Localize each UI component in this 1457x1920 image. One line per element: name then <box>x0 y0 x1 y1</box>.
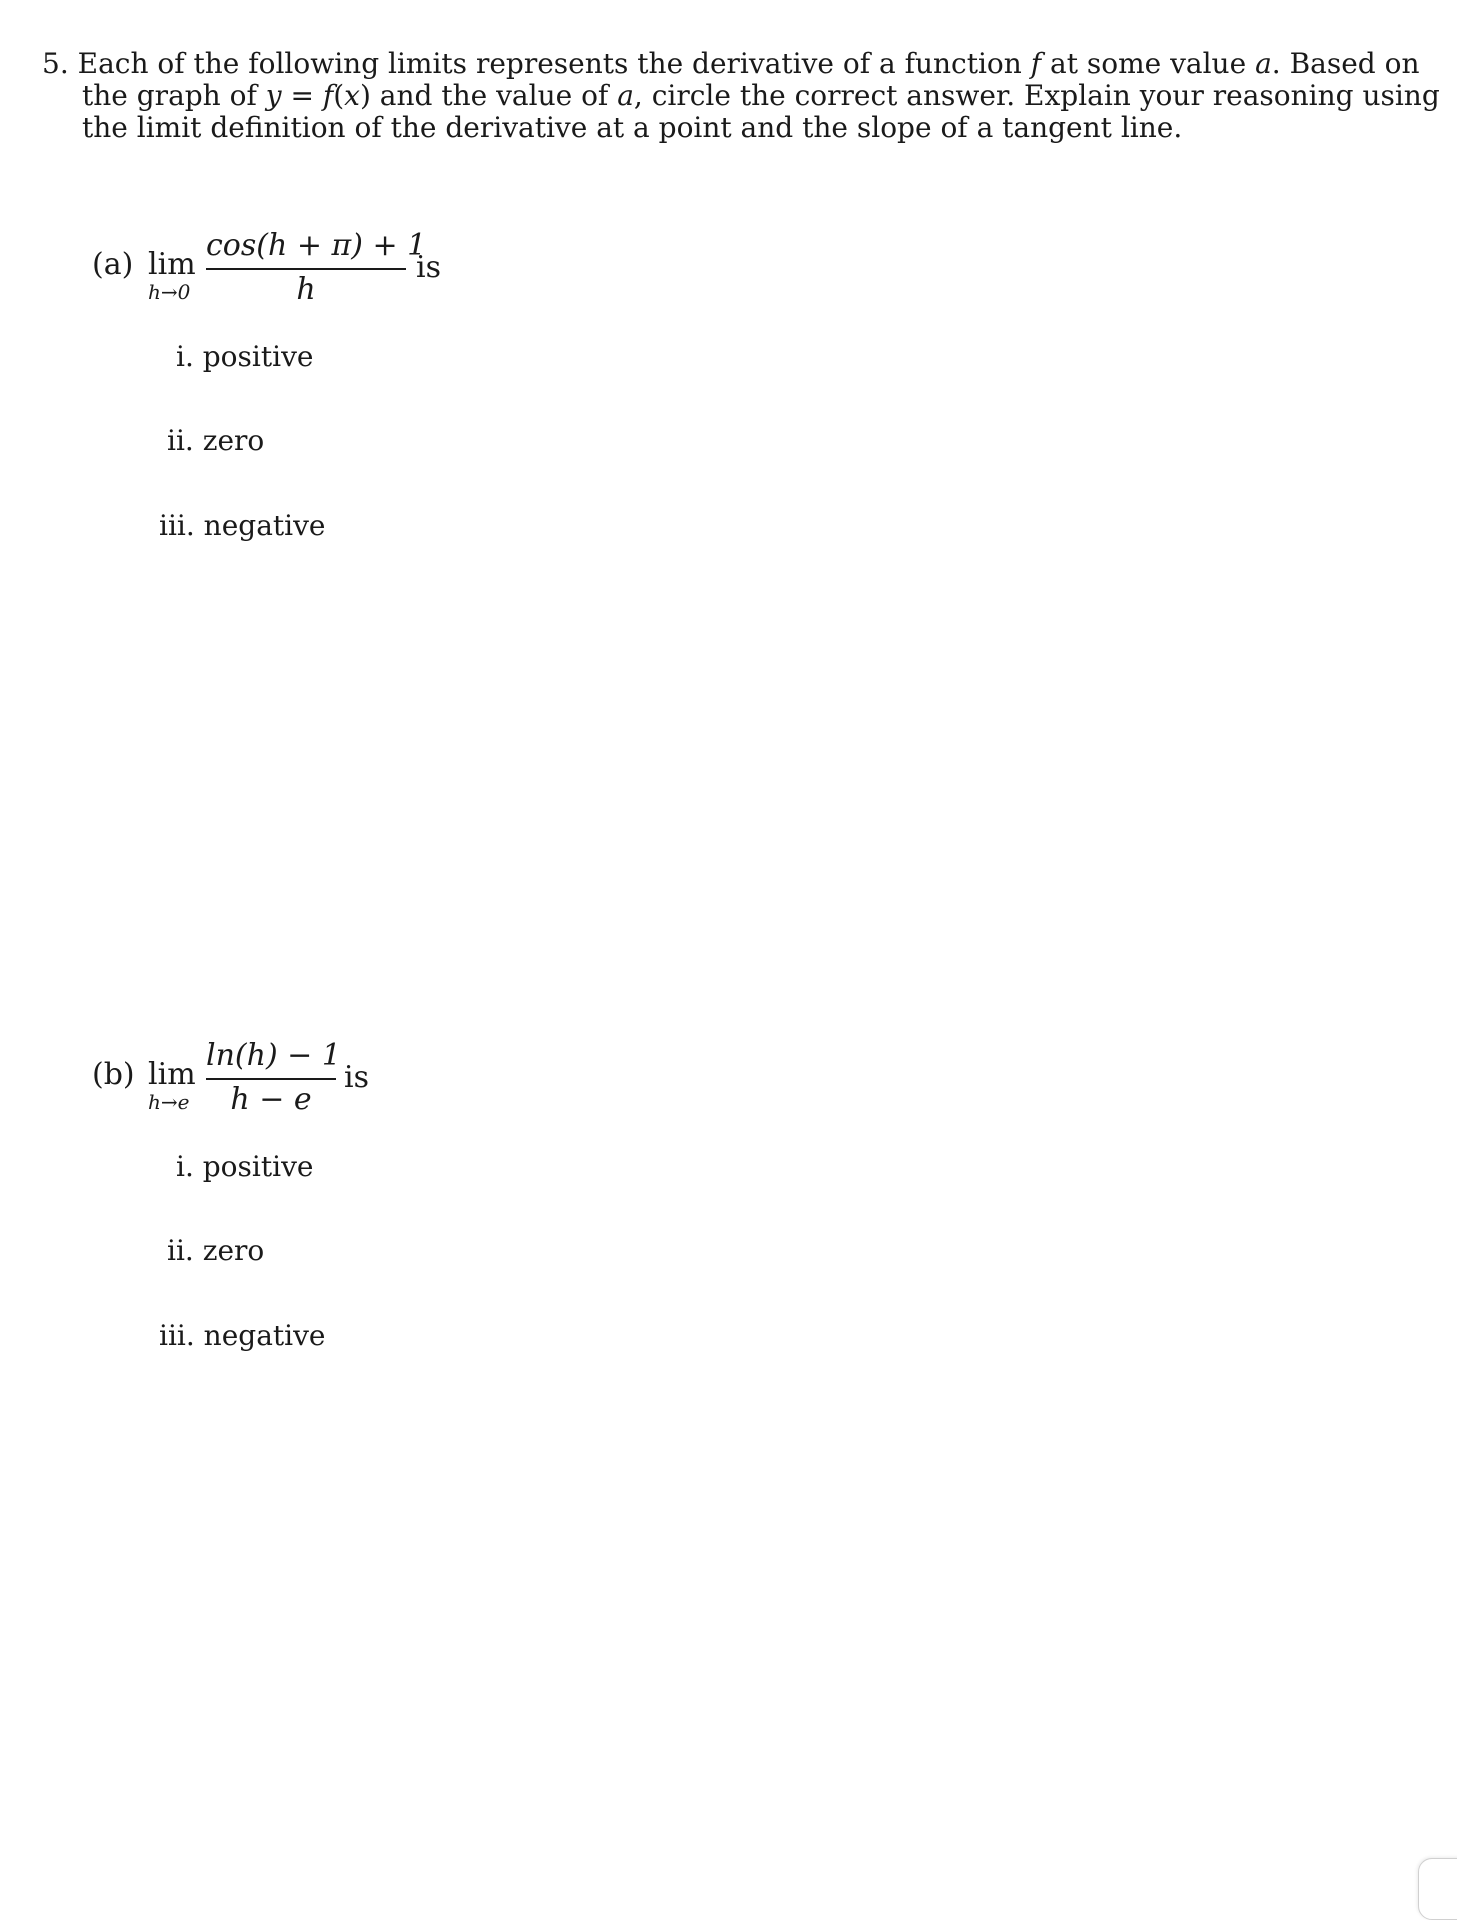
part-b-lim: lim <box>148 1057 196 1092</box>
math-var: a <box>1255 47 1272 80</box>
part-b-fraction-bar <box>206 1078 336 1080</box>
part-a-choice-positive[interactable]: i. positive <box>176 340 314 373</box>
part-a-label: (a) <box>92 247 134 282</box>
math-var: x <box>344 79 360 112</box>
problem-text: the graph of <box>82 79 266 112</box>
part-a-lim: lim <box>148 247 196 282</box>
problem-text: , circle the correct answer. Explain your reasoning using <box>633 79 1440 112</box>
part-b-lim-subscript: h→e <box>148 1090 190 1114</box>
part-b-numerator: ln(h) − 1 <box>206 1038 341 1073</box>
part-b-choice-positive[interactable]: i. positive <box>176 1150 314 1183</box>
problem-line-3: the limit definition of the derivative at a point and the slope of a tangent line. <box>82 111 1183 144</box>
problem-number: 5. <box>42 47 69 80</box>
math-var: f <box>1030 47 1042 80</box>
part-a-fraction-bar <box>206 268 406 270</box>
part-b-is: is <box>344 1060 369 1095</box>
math-var: y <box>265 79 282 112</box>
math-var: a <box>617 79 634 112</box>
part-b-choice-zero[interactable]: ii. zero <box>167 1234 265 1267</box>
problem-text: at some value <box>1041 47 1256 80</box>
part-b-choice-negative[interactable]: iii. negative <box>159 1319 326 1352</box>
part-a-is: is <box>416 250 441 285</box>
problem-text: . Based on <box>1271 47 1420 80</box>
part-a-numerator: cos(h + π) + 1 <box>206 228 427 263</box>
part-b-label: (b) <box>92 1057 135 1092</box>
problem-text: Each of the following limits represents the derivative of a function <box>77 47 1031 80</box>
math-var: f <box>322 79 334 112</box>
problem-text: and the value of <box>370 79 618 112</box>
math-op: ) <box>359 79 371 112</box>
part-b-denominator: h − e <box>230 1082 312 1117</box>
part-a-choice-zero[interactable]: ii. zero <box>167 424 265 457</box>
part-a-denominator: h <box>296 272 316 307</box>
math-op: ( <box>333 79 345 112</box>
corner-widget[interactable] <box>1418 1858 1457 1920</box>
math-op: = <box>281 79 323 112</box>
part-a-lim-subscript: h→0 <box>148 280 191 304</box>
part-a-choice-negative[interactable]: iii. negative <box>159 509 326 542</box>
